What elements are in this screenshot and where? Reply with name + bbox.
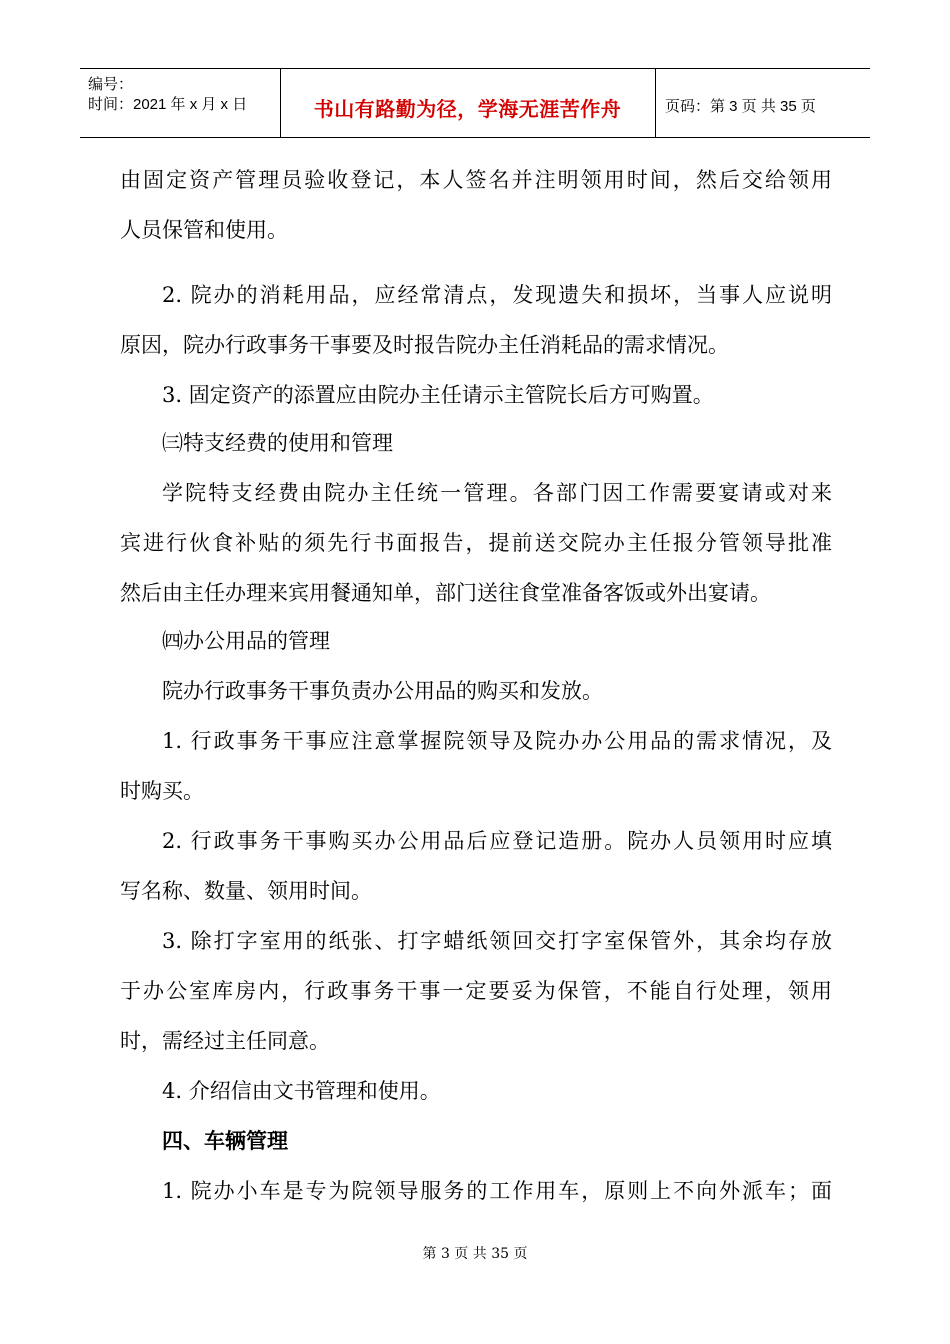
paragraph-line: 2. 行政事务干事购买办公用品后应登记造册。院办人员领用时应填 [162, 829, 832, 853]
paragraph-line: 2. 院办的消耗用品，应经常清点，发现遗失和损坏，当事人应说明 [162, 283, 832, 307]
header-motto: 书山有路勤为径，学海无涯苦作舟 [313, 97, 622, 121]
paragraph-line: 学院特支经费由院办主任统一管理。各部门因工作需要宴请或对来 [162, 481, 832, 505]
header-page-code: 页码：第 3 页 共 35 页 [665, 98, 816, 115]
header-page-cell [655, 69, 870, 137]
paragraph-line: 人员保管和使用。 [120, 218, 288, 242]
paragraph-line: 4. 介绍信由文书管理和使用。 [162, 1079, 441, 1103]
paragraph-line: 3. 固定资产的添置应由院办主任请示主管院长后方可购置。 [162, 383, 714, 407]
paragraph-line: 1. 行政事务干事应注意掌握院领导及院办办公用品的需求情况，及 [162, 729, 832, 753]
section-heading: ㈣办公用品的管理 [162, 629, 330, 653]
paragraph-line: 宾进行伙食补贴的须先行书面报告，提前送交院办主任报分管领导批准 [120, 531, 832, 555]
document-header [80, 68, 870, 138]
paragraph-line: 院办行政事务干事负责办公用品的购买和发放。 [162, 679, 603, 703]
section-heading: ㈢特支经费的使用和管理 [162, 431, 393, 455]
paragraph-line: 时购买。 [120, 779, 204, 803]
paragraph-line: 原因，院办行政事务干事要及时报告院办主任消耗品的需求情况。 [120, 333, 729, 357]
header-meta-cell [80, 69, 281, 137]
paragraph-line: 由固定资产管理员验收登记，本人签名并注明领用时间，然后交给领用 [120, 168, 832, 192]
paragraph-line: 然后由主任办理来宾用餐通知单，部门送往食堂准备客饭或外出宴请。 [120, 581, 771, 605]
chapter-heading: 四、车辆管理 [162, 1128, 288, 1153]
paragraph-line: 1. 院办小车是专为院领导服务的工作用车，原则上不向外派车；面 [162, 1179, 832, 1203]
document-date-label: 时间：2021 年 x 月 x 日 [88, 96, 248, 113]
paragraph-line: 3. 除打字室用的纸张、打字蜡纸领回交打字室保管外，其余均存放 [162, 929, 832, 953]
paragraph-line: 时，需经过主任同意。 [120, 1029, 330, 1053]
page-footer: 第 3 页 共 35 页 [422, 1246, 528, 1262]
header-motto-cell [280, 69, 656, 137]
paragraph-line: 于办公室库房内，行政事务干事一定要妥为保管，不能自行处理，领用 [120, 979, 832, 1003]
document-number-label: 编号： [88, 76, 134, 93]
paragraph-line: 写名称、数量、领用时间。 [120, 879, 372, 903]
